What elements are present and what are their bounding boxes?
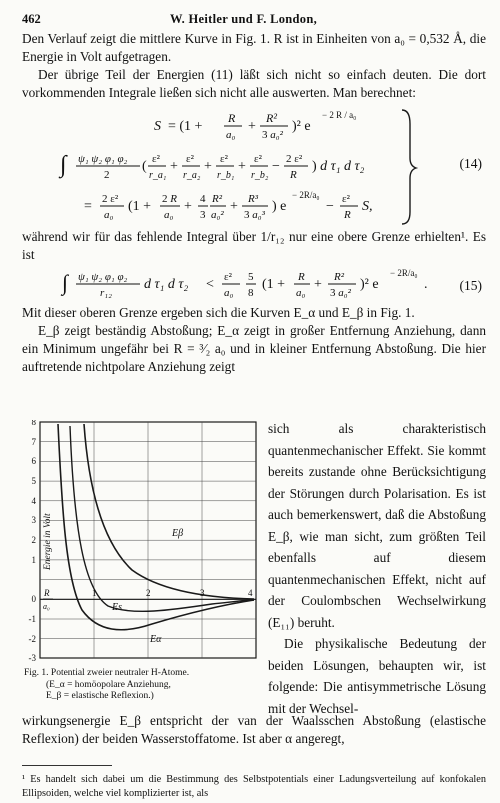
svg-text:R: R xyxy=(344,209,351,221)
right-column-paragraph-2: Die physikalische Bedeutung der beiden Lösungen, behaupten wir, ist folgende: Die antisymmetrische Lösung mit der Wechsel- xyxy=(268,636,486,716)
svg-text:)² e: )² e xyxy=(360,277,379,292)
svg-text:a₀: a₀ xyxy=(104,209,114,221)
svg-text:− 2R/a₀: − 2R/a₀ xyxy=(292,190,320,200)
svg-text:R: R xyxy=(298,271,305,283)
svg-text:8: 8 xyxy=(248,287,254,299)
svg-text:r_b₁: r_b₁ xyxy=(217,170,235,181)
svg-text:+: + xyxy=(248,119,256,134)
svg-text:−: − xyxy=(272,159,280,174)
equation-14 xyxy=(22,104,486,228)
svg-text:ε²: ε² xyxy=(220,153,228,165)
svg-text:r_b₂: r_b₂ xyxy=(251,170,269,181)
paragraph-3: während wir für das fehlende Integral über 1/r₁₂ nur eine obere Grenze erhielten¹. Es ist xyxy=(22,229,486,262)
right-column-text xyxy=(268,418,486,719)
svg-text:ε²: ε² xyxy=(224,271,232,283)
figure-caption xyxy=(24,668,260,703)
paper-page xyxy=(22,8,486,799)
running-header xyxy=(22,8,486,28)
x-label-R: R xyxy=(44,588,50,598)
svg-text:3 a₀²: 3 a₀² xyxy=(330,287,351,299)
ytick: 4 xyxy=(31,496,36,506)
svg-text:S,: S, xyxy=(362,199,373,214)
ytick: 0 xyxy=(31,594,36,604)
ytick: 3 xyxy=(31,515,36,525)
svg-text:(1 +: (1 + xyxy=(262,277,286,292)
svg-text:r₁₂: r₁₂ xyxy=(100,287,112,299)
svg-text:+: + xyxy=(170,159,178,174)
svg-text:2 R: 2 R xyxy=(162,193,177,205)
svg-text:+: + xyxy=(230,199,238,214)
svg-text:−: − xyxy=(326,199,334,214)
svg-text:∫: ∫ xyxy=(62,270,69,295)
label-e-alpha: Eα xyxy=(150,634,162,645)
ytick: -2 xyxy=(28,634,36,644)
svg-text:R: R xyxy=(290,169,297,181)
right-column-paragraph: sich als charakteristisch quantenmechanischer Effekt. Sie kommt bereits zustande ohne Berücksichtigung der Störungen durch Polarisation. Es ist auch bemerkenswert, daß die Abstoßung E_β, wie man sicht, zum größten Teil ebenfalls auf diesem quantenmechanischen Effekt, nicht auf der Coulombschen Wechselwirkung (E₁₁) beruht. xyxy=(268,421,486,630)
label-e-s: Es xyxy=(112,602,122,613)
ytick: 5 xyxy=(31,476,36,486)
svg-text:+: + xyxy=(184,199,192,214)
svg-text:3: 3 xyxy=(200,209,206,221)
x-label-a0: a₀ xyxy=(43,602,50,611)
svg-text:3 a₀²: 3 a₀² xyxy=(262,129,283,141)
ytick: -3 xyxy=(28,653,36,663)
svg-text:a₀: a₀ xyxy=(226,129,236,141)
svg-text:4: 4 xyxy=(200,193,206,205)
svg-text:∫: ∫ xyxy=(60,152,67,178)
ytick: 2 xyxy=(31,535,36,545)
paragraph-2: Der übrige Teil der Energien (11) läßt sich nicht so einfach deuten. Die dort vorkommenden Integrale ließen sich nicht alle auswerten. Man berechnet: xyxy=(22,67,486,100)
svg-text:ε²: ε² xyxy=(152,153,160,165)
label-e-beta: Eβ xyxy=(172,528,184,539)
paragraph-1: Den Verlauf zeigt die mittlere Kurve in Fig. 1. R ist in Einheiten von a₀ = 0,532 Å, die Energie in Volt aufgetragen. xyxy=(22,31,486,64)
paragraph-5: E_β zeigt beständig Abstoßung; E_α zeigt in großer Entfernung Anziehung, dann ein Minimum ungefähr bei R = ³⁄₂ a₀ und in kleiner Entfernung Abstoßung. Die hier auftretende nichtpolare Anziehung zeigt xyxy=(22,323,486,374)
equation-14-graphic xyxy=(22,104,486,228)
svg-text:r_a₂: r_a₂ xyxy=(183,170,201,181)
svg-text:) e: ) e xyxy=(272,199,287,214)
svg-text:d τ₁ d τ₂: d τ₁ d τ₂ xyxy=(144,277,189,292)
xtick: 3 xyxy=(200,588,205,598)
xtick: 2 xyxy=(146,588,151,598)
svg-text:)² e: )² e xyxy=(292,119,311,134)
running-title: W. Heitler und F. London, xyxy=(170,12,318,26)
paragraph-4: Mit dieser oberen Grenze ergeben sich die Kurven E_α und E_β in Fig. 1. xyxy=(22,305,415,320)
figure-1-plot xyxy=(22,420,262,664)
svg-text:2 ε²: 2 ε² xyxy=(286,153,303,165)
page-number: 462 xyxy=(22,12,41,26)
svg-text:=: = xyxy=(84,199,92,214)
svg-text:.: . xyxy=(424,277,428,292)
svg-text:ε²: ε² xyxy=(342,193,350,205)
svg-text:(1 +: (1 + xyxy=(128,199,152,214)
curve-e-beta xyxy=(84,424,254,599)
svg-text:2 ε²: 2 ε² xyxy=(102,193,119,205)
svg-text:ε²: ε² xyxy=(186,153,194,165)
svg-text:− 2 R / a₀: − 2 R / a₀ xyxy=(322,110,357,120)
svg-text:5: 5 xyxy=(248,271,254,283)
svg-text:(: ( xyxy=(142,159,147,174)
svg-text:a₀: a₀ xyxy=(296,287,306,299)
y-tick-labels xyxy=(29,420,37,663)
xtick: 4 xyxy=(248,588,253,598)
svg-text:R²: R² xyxy=(266,111,277,125)
svg-text:2: 2 xyxy=(104,169,110,181)
svg-text:a₀²: a₀² xyxy=(211,209,224,221)
x-tick-labels xyxy=(92,588,253,598)
ytick: 8 xyxy=(31,420,36,427)
curve-e-s xyxy=(70,426,254,611)
svg-text:− 2R/a₀: − 2R/a₀ xyxy=(390,268,418,278)
footnote-rule xyxy=(22,765,112,766)
svg-text:+: + xyxy=(204,159,212,174)
svg-text:R³: R³ xyxy=(248,193,259,205)
caption-line-2: (E_α = homöopolare Anziehung, xyxy=(46,679,171,690)
svg-text:= (1 +: = (1 + xyxy=(168,119,203,134)
equation-15-number: (15) xyxy=(459,278,482,293)
svg-text:a₀: a₀ xyxy=(224,287,234,299)
footnote: ¹ Es handelt sich dabei um die Bestimmung des Selbstpotentials einer Ladungsverteilung auf konfokalen Ellipsoiden, welche viel komplizierter ist, als xyxy=(22,774,486,799)
y-axis-label: Energie in Volt xyxy=(43,513,53,570)
svg-text:<: < xyxy=(206,277,214,292)
ytick: 6 xyxy=(31,456,36,466)
paragraph-6: wirkungsenergie E_β entspricht der van der Waalsschen Abstoßung (elastische Reflexion) der beiden Wasserstoffatome. Ist aber α angeregt, xyxy=(22,713,486,746)
svg-text:S: S xyxy=(154,119,161,134)
svg-text:ψ₁ ψ₂ φ₁ φ₂: ψ₁ ψ₂ φ₁ φ₂ xyxy=(78,271,128,283)
svg-text:3 a₀³: 3 a₀³ xyxy=(244,209,265,221)
caption-line-3: E_β = elastische Reflexion.) xyxy=(46,691,154,701)
figure-1 xyxy=(22,416,268,710)
svg-text:R: R xyxy=(228,111,236,125)
svg-text:R²: R² xyxy=(212,193,223,205)
grid-lines xyxy=(40,422,256,658)
ytick: 7 xyxy=(31,437,36,447)
svg-text:ε²: ε² xyxy=(254,153,262,165)
equation-14-number: (14) xyxy=(459,156,482,171)
xtick: 1 xyxy=(92,588,97,598)
svg-text:ψ₁ ψ₂ φ₁ φ₂: ψ₁ ψ₂ φ₁ φ₂ xyxy=(78,153,128,165)
svg-text:+: + xyxy=(314,277,322,292)
svg-text:) d τ₁ d τ₂: ) d τ₁ d τ₂ xyxy=(312,159,365,174)
svg-text:r_a₁: r_a₁ xyxy=(149,170,167,181)
svg-text:a₀: a₀ xyxy=(164,209,174,221)
svg-text:R²: R² xyxy=(334,271,345,283)
ytick: 1 xyxy=(31,555,36,565)
equation-15 xyxy=(22,264,486,304)
svg-text:+: + xyxy=(238,159,246,174)
ytick: -1 xyxy=(28,614,36,624)
equation-15-graphic xyxy=(22,264,486,304)
caption-line-1: Fig. 1. Potential zweier neutraler H-Atome. xyxy=(24,668,190,678)
